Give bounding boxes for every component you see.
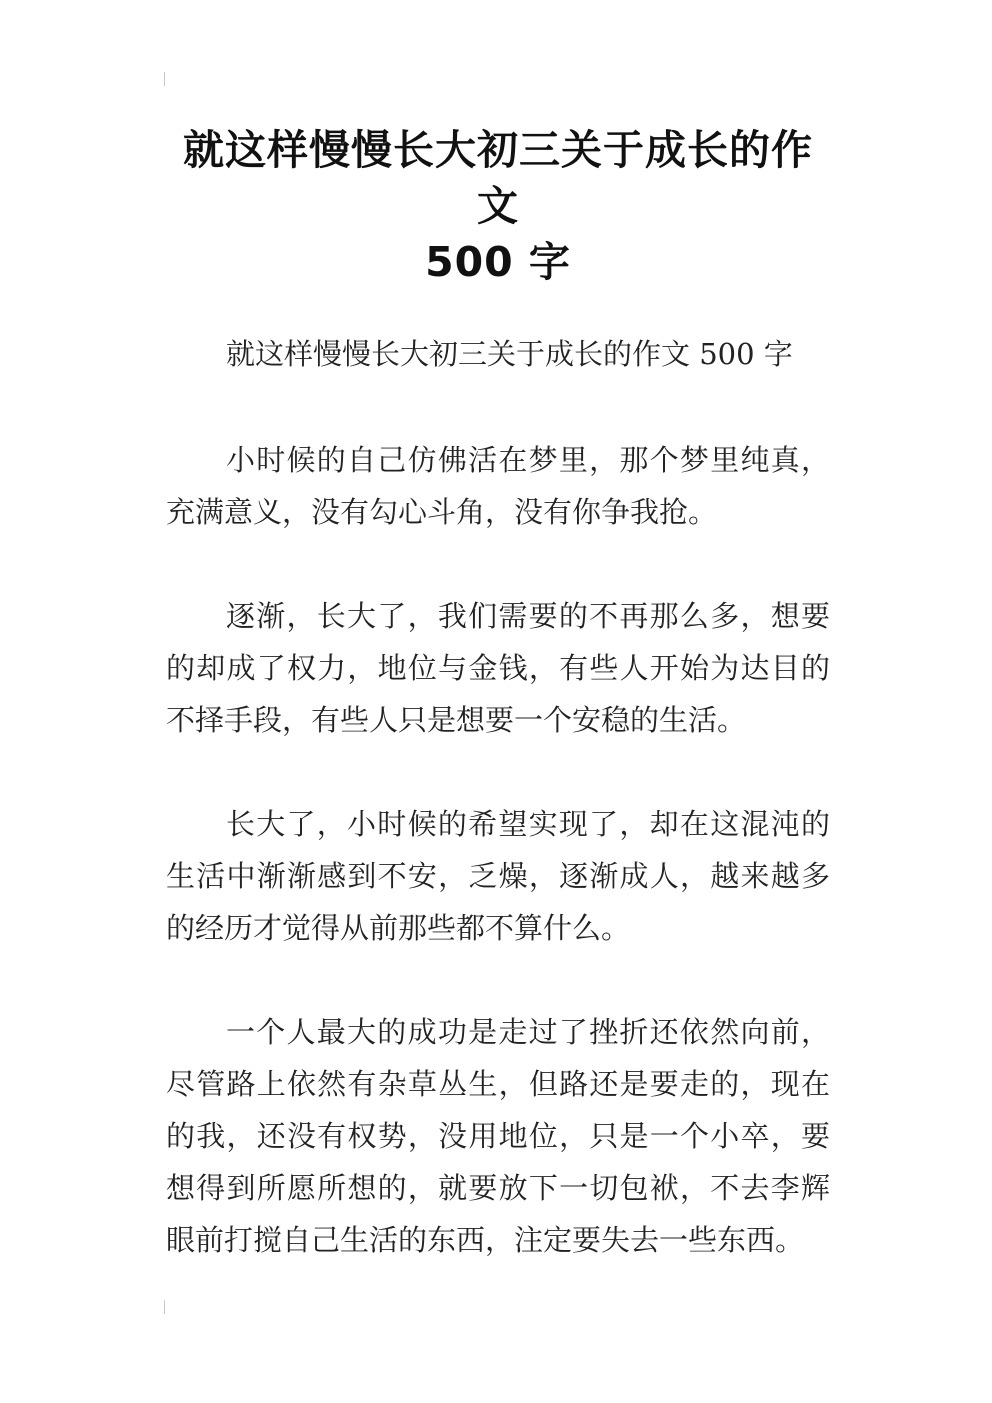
paragraph-line: 不择手段，有些人只是想要一个安稳的生活。	[166, 703, 747, 737]
paragraph-line: 眼前打搅自己生活的东西，注定要失去一些东西。	[166, 1223, 805, 1257]
title-line-2: 500 字	[425, 238, 571, 286]
paragraph-line: 的却成了权力，地位与金钱，有些人开始为达目的	[166, 651, 830, 685]
paragraph-line: 想得到所愿所想的，就要放下一切包袱，不去李辉	[166, 1171, 830, 1205]
paragraph-3	[166, 798, 830, 954]
paragraph-line: 一个人最大的成功是走过了挫折还依然向前，	[226, 1015, 830, 1049]
paragraph-1	[166, 434, 830, 538]
paragraph-line: 生活中渐渐感到不安，乏燥，逐渐成人，越来越多	[166, 859, 830, 893]
paragraph-line: 的经历才觉得从前那些都不算什么。	[166, 911, 631, 945]
paragraph-line: 长大了，小时候的希望实现了，却在这混沌的	[226, 807, 830, 841]
page-corner-mark-bottom	[164, 1300, 165, 1314]
paragraph-line: 小时候的自己仿佛活在梦里，那个梦里纯真，	[226, 443, 830, 477]
paragraph-line: 充满意义，没有勾心斗角，没有你争我抢。	[166, 495, 718, 529]
document-subtitle: 就这样慢慢长大初三关于成长的作文 500 字	[226, 337, 793, 371]
title-line-1: 就这样慢慢长大初三关于成长的作文	[183, 126, 813, 230]
page-corner-mark-top	[164, 72, 165, 86]
paragraph-line: 逐渐，长大了，我们需要的不再那么多，想要	[226, 599, 830, 633]
document-title	[166, 122, 830, 290]
paragraph-line: 尽管路上依然有杂草丛生，但路还是要走的，现在	[166, 1067, 830, 1101]
paragraph-2	[166, 590, 830, 746]
paragraph-4	[166, 1006, 830, 1266]
paragraph-line: 的我，还没有权势，没用地位，只是一个小卒，要	[166, 1119, 830, 1153]
